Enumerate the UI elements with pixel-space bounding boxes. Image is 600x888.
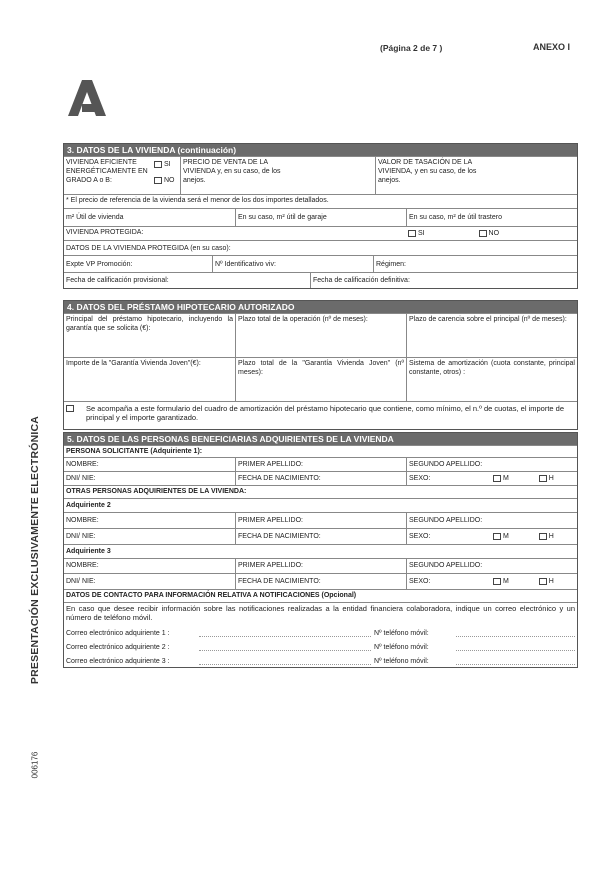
adq3-segundo-apellido-field[interactable]: SEGUNDO APELLIDO: — [406, 559, 577, 573]
adq3-fecha-nac-field[interactable]: FECHA DE NACIMIENTO: — [235, 574, 406, 589]
adq3-dni-field[interactable]: DNI/ NIE: — [66, 578, 96, 585]
adq2-nombre-field[interactable]: NOMBRE: — [66, 517, 99, 524]
eficiente-label: VIVIENDA EFICIENTE ENERGÉTICAMENTE EN GRADO A o B: — [66, 159, 148, 184]
adq2-primer-apellido-field[interactable]: PRIMER APELLIDO: — [235, 513, 406, 528]
section-3-title: 3. DATOS DE LA VIVIENDA (continuación) — [64, 144, 577, 156]
section-3-vivienda — [63, 143, 578, 289]
m2-garaje-field[interactable]: En su caso, m² útil de garaje — [235, 209, 406, 226]
contacto-texto: En caso que desee recibir información sobre las notificaciones realizadas a la entidad financiera colaboradora, indique un correo electrónico y un número de teléfono móvil. — [66, 604, 575, 622]
protegida-si-checkbox[interactable] — [408, 230, 416, 237]
correo3-input[interactable] — [199, 656, 371, 665]
adq1-sexo-h-checkbox[interactable] — [539, 475, 547, 482]
correo-row-1: Correo electrónico adquiriente 1 : Nº teléfono móvil: — [64, 623, 577, 637]
otras-personas-header: OTRAS PERSONAS ADQUIRIENTES DE LA VIVIENDA: — [66, 488, 247, 495]
m2-util-field[interactable]: m² Útil de vivienda — [66, 214, 124, 221]
adq2-fecha-nac-field[interactable]: FECHA DE NACIMIENTO: — [235, 529, 406, 544]
eficiente-si-checkbox[interactable] — [154, 161, 162, 168]
regimen-field[interactable]: Régimen: — [373, 256, 577, 272]
adq2-sexo-h-checkbox[interactable] — [539, 533, 547, 540]
cuadro-amortizacion-row: Se acompaña a este formulario del cuadro de amortización del préstamo hipotecario que contiene, como mínimo, el n.º de cuotas, el importe de principal y el importe garantizado. — [64, 402, 577, 429]
junta-logo-icon — [64, 78, 108, 118]
section-5-title: 5. DATOS DE LAS PERSONAS BENEFICIARIAS ADQUIRIENTES DE LA VIVIENDA — [64, 433, 577, 445]
adq1-dni-field[interactable]: DNI/ NIE: — [66, 475, 96, 482]
vivienda-protegida-label: VIVIENDA PROTEGIDA: — [66, 229, 144, 236]
correo-row-3: Correo electrónico adquiriente 3 : Nº teléfono móvil: — [64, 651, 577, 665]
adq1-nombre-field[interactable]: NOMBRE: — [66, 461, 99, 468]
precio-nota: * El precio de referencia de la vivienda será el menor de los dos importes detallados. — [66, 197, 329, 204]
adq2-sexo-m-checkbox[interactable] — [493, 533, 501, 540]
correo1-input[interactable] — [199, 628, 371, 637]
datos-protegida-label: DATOS DE LA VIVIENDA PROTEGIDA (en su caso): — [66, 245, 231, 252]
adquiriente-2-header: Adquiriente 2 — [66, 502, 111, 509]
form-code: 006176 — [30, 751, 40, 779]
correo2-input[interactable] — [199, 642, 371, 651]
adq3-sexo-field: SEXO: M H — [406, 574, 577, 589]
correo-row-2: Correo electrónico adquiriente 2 : Nº teléfono móvil: — [64, 637, 577, 651]
adq3-nombre-field[interactable]: NOMBRE: — [66, 562, 99, 569]
adq2-segundo-apellido-field[interactable]: SEGUNDO APELLIDO: — [406, 513, 577, 528]
expte-field[interactable]: Expte VP Promoción: — [66, 261, 133, 268]
page-number: (Página 2 de 7 ) — [380, 43, 443, 53]
adq1-fecha-nac-field[interactable]: FECHA DE NACIMIENTO: — [235, 472, 406, 485]
section-4-title: 4. DATOS DEL PRÉSTAMO HIPOTECARIO AUTORIZADO — [64, 301, 577, 313]
sistema-amortizacion-field[interactable]: Sistema de amortización (cuota constante, principal constante, otros) : — [406, 358, 577, 401]
fecha-definitiva-field[interactable]: Fecha de calificación definitiva: — [310, 273, 577, 288]
solicitante-header: PERSONA SOLICITANTE (Adquiriente 1): — [66, 448, 203, 455]
plazo-garantia-field[interactable]: Plazo total de la "Garantía Vivienda Joven" (nº meses): — [235, 358, 406, 401]
contacto-header: DATOS DE CONTACTO PARA INFORMACIÓN RELATIVA A NOTIFICACIONES (Opcional) — [66, 592, 357, 599]
vertical-notice: PRESENTACIÓN EXCLUSIVAMENTE ELECTRÓNICA — [29, 415, 41, 685]
tel3-input[interactable] — [456, 656, 575, 665]
tel1-input[interactable] — [456, 628, 575, 637]
adq3-primer-apellido-field[interactable]: PRIMER APELLIDO: — [235, 559, 406, 573]
adq1-sexo-field: SEXO: M H — [406, 472, 577, 485]
principal-field[interactable]: Principal del préstamo hipotecario, incluyendo la garantía que se solicita (€): — [66, 316, 233, 332]
adq1-sexo-m-checkbox[interactable] — [493, 475, 501, 482]
m2-trastero-field[interactable]: En su caso, m² de útil trastero — [406, 209, 577, 226]
contacto-block — [64, 602, 577, 667]
section-4-prestamo — [63, 300, 578, 430]
protegida-no-checkbox[interactable] — [479, 230, 487, 237]
fecha-provisional-field[interactable]: Fecha de calificación provisional: — [66, 277, 169, 284]
adq3-sexo-m-checkbox[interactable] — [493, 578, 501, 585]
adq3-sexo-h-checkbox[interactable] — [539, 578, 547, 585]
adq1-segundo-apellido-field[interactable]: SEGUNDO APELLIDO: — [406, 458, 577, 471]
cuadro-amortizacion-checkbox[interactable] — [66, 405, 74, 412]
adq2-sexo-field: SEXO: M H — [406, 529, 577, 544]
precio-venta-field[interactable]: PRECIO DE VENTA DE LA VIVIENDA y, en su caso, de los anejos. — [180, 157, 375, 194]
carencia-field[interactable]: Plazo de carencia sobre el principal (nº de meses): — [406, 314, 577, 357]
annex-label: ANEXO I — [533, 42, 571, 52]
adquiriente-3-header: Adquiriente 3 — [66, 548, 111, 555]
tel2-input[interactable] — [456, 642, 575, 651]
protegida-options: SI NO — [406, 227, 577, 240]
adq1-primer-apellido-field[interactable]: PRIMER APELLIDO: — [235, 458, 406, 471]
eficiente-options: SI NO — [152, 157, 180, 194]
section-5-beneficiarios — [63, 432, 578, 668]
eficiente-no-checkbox[interactable] — [154, 177, 162, 184]
identificativo-field[interactable]: Nº Identificativo viv: — [212, 256, 373, 272]
adq2-dni-field[interactable]: DNI/ NIE: — [66, 533, 96, 540]
valor-tasacion-field[interactable]: VALOR DE TASACIÓN DE LA VIVIENDA, y en su caso, de los anejos. — [375, 157, 577, 194]
plazo-total-field[interactable]: Plazo total de la operación (nº de meses): — [235, 314, 406, 357]
importe-garantia-field[interactable]: Importe de la "Garantía Vivienda Joven"(€): — [66, 360, 201, 367]
